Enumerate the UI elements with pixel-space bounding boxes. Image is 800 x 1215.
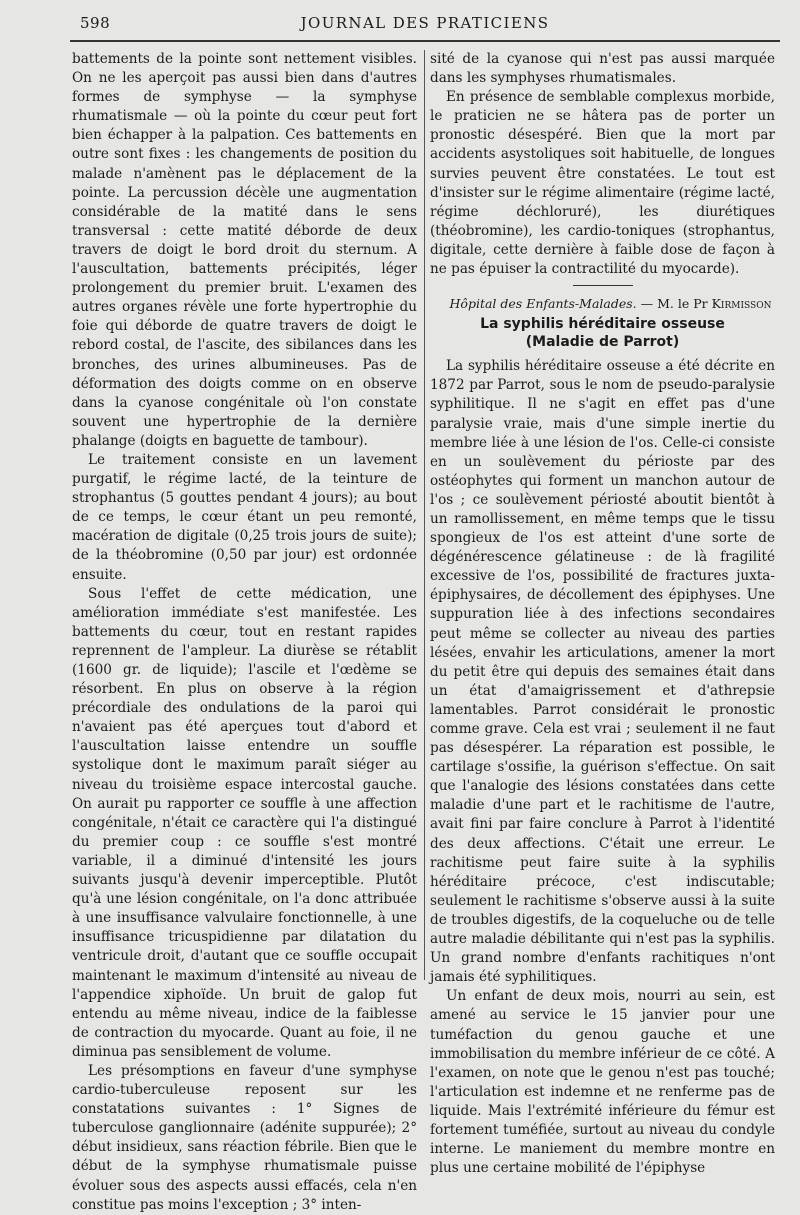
paragraph: Un enfant de deux mois, nourri au sein, est amené au service le 15 janvier pour une tuméfaction du genou gauche et une immobilisation du membre inférieur de ce côté. A l'examen, on note que le genou n'est pas touché; l'articulation est indemne et ne renferme pas de liquide. Mais l'extrémité inférieure du fémur est fortement tuméfiée, surtout au niveau du condyle interne. Le maniement du membre montre en plus une certaine mobilité de l'épiphyse bbox=[430, 988, 775, 1177]
journal-title: JOURNAL DES PRATICIENS bbox=[300, 14, 550, 32]
paragraph: Le traitement consiste en un lavement purgatif, le régime lacté, de la teinture de strophantus (5 gouttes pendant 4 jours); au bout de ce temps, le cœur étant un peu remonté, macération de digitale (0,25 trois jours de suite); de la théobromine (0,50 par jour) est ordonnée ensuite. bbox=[72, 451, 417, 583]
right-column bbox=[430, 50, 775, 1178]
source-dash: — M. le Pr bbox=[636, 296, 712, 312]
header-rule bbox=[70, 40, 780, 42]
paragraph: battements de la pointe sont nettement visibles. On ne les aperçoit pas aussi bien dans d'autres formes de symphyse — la symphyse rhumatismale — où la pointe du cœur peut fort bien échapper à la palpation. Ces battements en outre sont fixes : les changements de position du malade n'amènent pas le déplacement de la pointe. La percussion décèle une augmentation considérable de la matité dans le sens transversal : cette matité déborde de deux travers de doigt le bord droit du sternum. A l'auscultation, battements précipités, léger prolongement du premier bruit. L'examen des autres organes révèle une forte hypertrophie du foie qui déborde de quatre travers de doigt le rebord costal, de l'ascite, des sibilances dans les bronches, des urines albumineuses. Pas de déformation des doigts comme on en observe dans la cyanose congénitale où l'on constate souvent une hypertrophie de la dernière phalange (doigts en baguette de tambour). bbox=[72, 51, 417, 449]
source-professor: Kirmisson bbox=[711, 296, 772, 312]
page-header bbox=[70, 12, 780, 36]
column-divider bbox=[424, 50, 425, 980]
page-number: 598 bbox=[80, 14, 111, 32]
article-title-line: La syphilis héréditaire osseuse bbox=[480, 316, 725, 333]
left-column bbox=[72, 50, 417, 1215]
section-separator bbox=[573, 285, 633, 286]
paragraph: La syphilis héréditaire osseuse a été décrite en 1872 par Parrot, sous le nom de pseudo-paralysie syphilitique. Il ne s'agit en effet pas d'une paralysie vraie, mais d'une simple inertie du membre liée à une lésion de l'os. Celle-ci consiste en un soulèvement du périoste par des ostéophytes qui forment un manchon autour de l'os ; ce soulèvement périosté aboutit bientôt à un ramollissement, en même temps que le tissu spongieux de l'os est atteint d'une sorte de dégénérescence gélatineuse : de là fragilité excessive de l'os, possibilité de fractures juxta-épiphysaires, de décollement des épiphyses. Une suppuration liée à des infections secondaires peut même se collecter au niveau des parties lésées, envahir les articulations, amener la mort du petit être qui depuis des semaines était dans un état d'amaigrissement et d'athrepsie lamentables. Parrot considérait le pronostic comme grave. Cela est vrai ; seulement il ne faut pas désespérer. La réparation est possible, le cartilage s'ossifie, la guérison s'effectue. On sait que l'analogie des lésions constatées dans cette maladie d'une part et le rachitisme de l'autre, avait fini par faire conclure à Parrot à l'identité des deux affections. C'était une erreur. Le rachitisme peut faire suite à la syphilis héréditaire précoce, c'est indiscutable; seulement le rachitisme s'observe aussi à la suite de troubles digestifs, de la coqueluche ou de telle autre maladie débilitante qui n'est pas la syphilis. Un grand nombre d'enfants rachitiques n'ont jamais été syphilitiques. bbox=[430, 358, 775, 986]
article-title bbox=[430, 315, 775, 351]
source-place: Hôpital des Enfants-Malades. bbox=[449, 296, 637, 312]
paragraph: En présence de semblable complexus morbide, le praticien ne se hâtera pas de porter un pronostic désespéré. Bien que la mort par accidents asystoliques soit habituelle, de longues survies peuvent être constatées. Le tout est d'insister sur le régime alimentaire (régime lacté, régime déchloruré), les diurétiques (théobromine), les cardio-toniques (strophantus, digitale, cette dernière à faible dose de façon à ne pas épuiser la contractilité du myocarde). bbox=[430, 89, 775, 278]
paragraph: sité de la cyanose qui n'est pas aussi marquée dans les symphyses rhumatismales. bbox=[430, 51, 775, 87]
paragraph: Les présomptions en faveur d'une symphyse cardio-tuberculeuse reposent sur les constatations suivantes : 1° Signes de tuberculose ganglionnaire (adénite suppurée); 2° début insidieux, sans réaction fébrile. Bien que le début de la symphyse rhumatismale puisse évoluer sous des aspects aussi effacés, cela n'en constitue pas moins l'exception ; 3° inten- bbox=[72, 1062, 417, 1213]
article-source bbox=[430, 294, 775, 313]
article-subtitle-line: (Maladie de Parrot) bbox=[525, 334, 680, 351]
paragraph: Sous l'effet de cette médication, une amélioration immédiate s'est manifestée. Les battements du cœur, tout en restant rapides reprennent de l'ampleur. La diurèse se rétablit (1600 gr. de liquide); l'ascile et l'œdème se résorbent. En plus on observe à la région précordiale des ondulations de la paroi qui n'avaient pas été aperçues tout d'abord et l'auscultation laisse entendre un souffle systolique dont le maximum paraît siéger au niveau du troisième espace intercostal gauche. On aurait pu rapporter ce souffle à une affection congénitale, n'était ce caractère qui l'a distingué du premier coup : ce souffle s'est montré variable, il a diminué d'intensité les jours suivants jusqu'à devenir imperceptible. Plutôt qu'à une lésion congénitale, on l'a donc attribuée à une insuffisance valvulaire fonctionnelle, à une insuffisance tricuspidienne par dilatation du ventricule droit, d'autant que ce souffle occupait maintenant le maximum d'intensité au niveau de l'appendice xiphoïde. Un bruit de galop fut entendu au même niveau, indice de la faiblesse de contraction du myocarde. Quant au foie, il ne diminua pas sensiblement de volume. bbox=[72, 585, 417, 1060]
